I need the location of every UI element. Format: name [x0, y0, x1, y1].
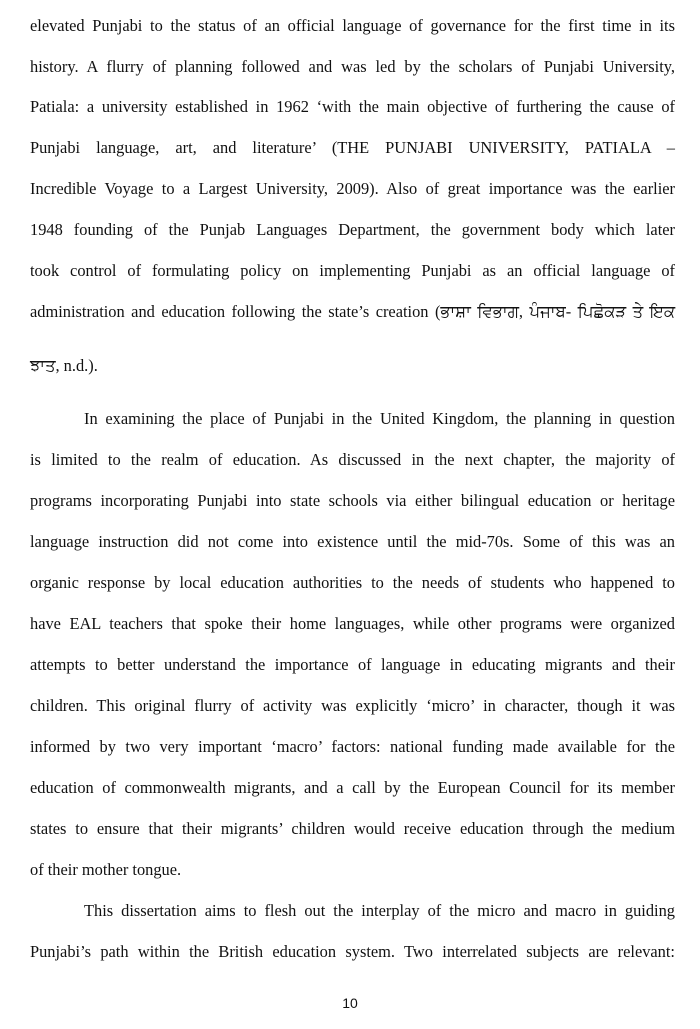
- text-line: attempts to better understand the importance of language in educating migrants and their: [30, 655, 675, 674]
- text-line: ਝਾਤ, n.d.).: [30, 356, 98, 375]
- text-line: education of commonwealth migrants, and a call by the European Council for its member: [30, 778, 675, 797]
- text-line: history. A flurry of planning followed and was led by the scholars of Punjabi University,: [30, 57, 675, 76]
- text-line: of their mother tongue.: [30, 860, 182, 879]
- text-line: language instruction did not come into existence until the mid-70s. Some of this was an: [30, 532, 675, 551]
- text-line: This dissertation aims to flesh out the interplay of the micro and macro in guiding: [84, 901, 675, 920]
- text-line: organic response by local education authorities to the needs of students who happened to: [30, 573, 675, 592]
- text-line: Punjabi’s path within the British education system. Two interrelated subjects are relevant:: [30, 942, 675, 961]
- text-line: Incredible Voyage to a Largest University, 2009). Also of great importance was the earlier: [30, 179, 675, 198]
- text-line: informed by two very important ‘macro’ factors: national funding made available for the: [30, 737, 675, 756]
- text-line: 1948 founding of the Punjab Languages Department, the government body which later: [30, 220, 675, 239]
- text-line: elevated Punjabi to the status of an official language of governance for the first time in its: [30, 16, 675, 35]
- text-line: Patiala: a university established in 1962 ‘with the main objective of furthering the cause of: [30, 97, 675, 116]
- text-line: children. This original flurry of activity was explicitly ‘micro’ in character, though it was: [30, 696, 675, 715]
- text-line: In examining the place of Punjabi in the United Kingdom, the planning in question: [84, 409, 675, 428]
- text-line: took control of formulating policy on implementing Punjabi as an official language of: [30, 261, 675, 280]
- text-line: have EAL teachers that spoke their home languages, while other programs were organized: [30, 614, 675, 633]
- text-line: programs incorporating Punjabi into state schools via either bilingual education or heritage: [30, 491, 675, 510]
- text-line: is limited to the realm of education. As discussed in the next chapter, the majority of: [30, 450, 675, 469]
- page-number: 10: [342, 995, 358, 1011]
- text-line: Punjabi language, art, and literature’ (THE PUNJABI UNIVERSITY, PATIALA –: [30, 138, 675, 157]
- text-line: states to ensure that their migrants’ children would receive education through the medium: [30, 819, 675, 838]
- text-line: administration and education following the state’s creation (ਭਾਸ਼ਾ ਵਿਭਾਗ, ਪੰਜਾਬ- ਪਿਛੋਕੜ ਤੇ ਇਕ: [30, 302, 675, 321]
